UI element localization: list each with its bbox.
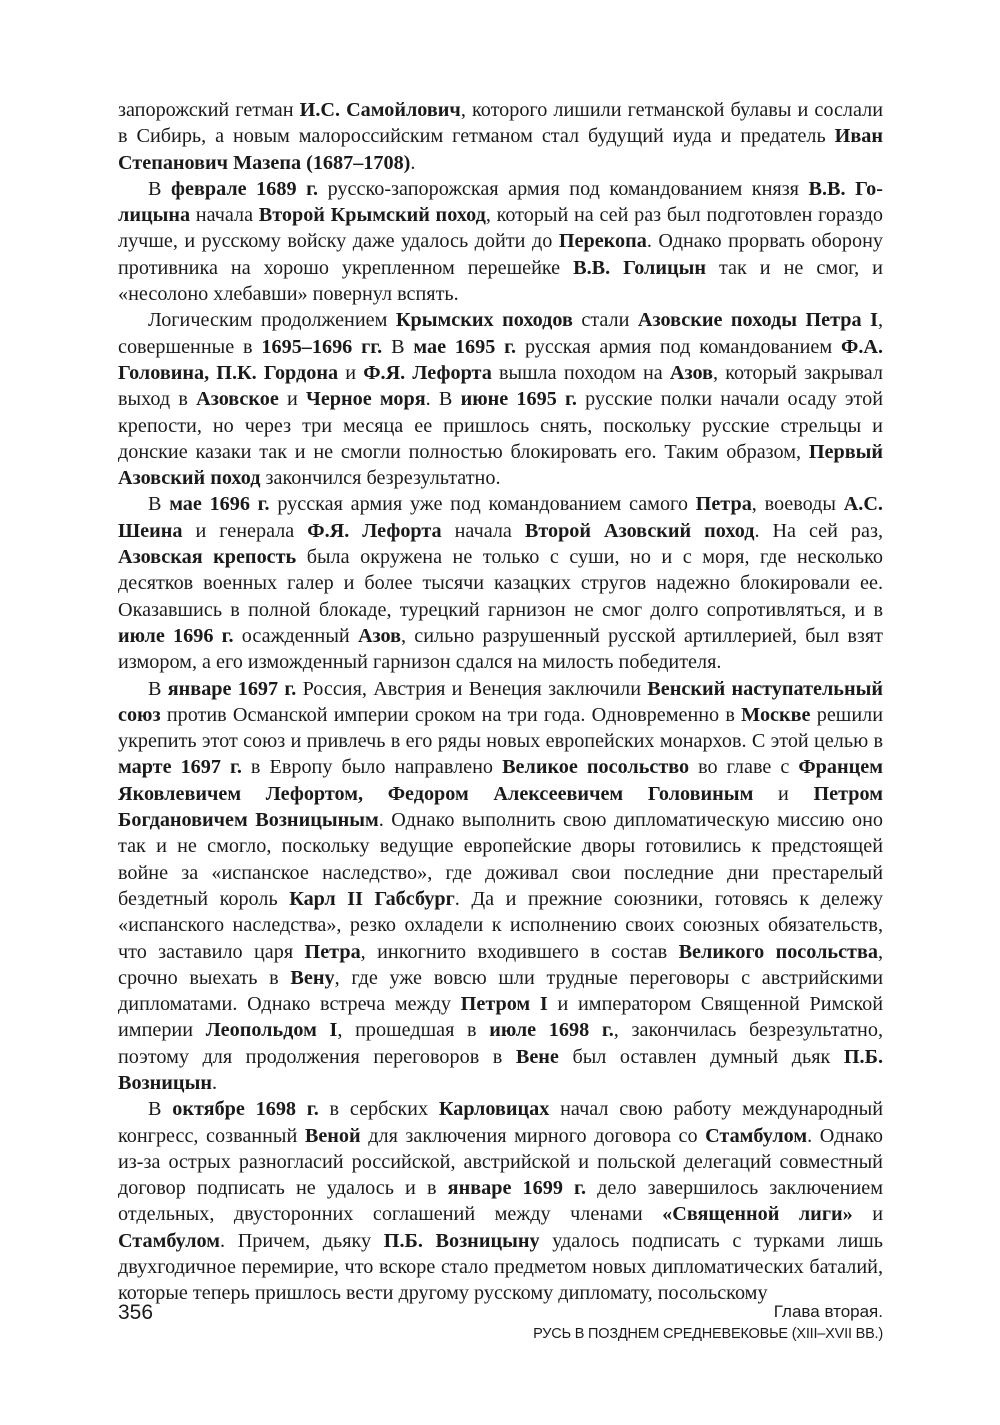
text-run: . Однако выполнить свою дипломатическую миссию оно так и не смогло, поскольку ведущие европейские дворы готовились к предстоящей войне за «испанское наследство», где доживал свои последние дни престарелый бездетный король xyxy=(118,809,883,910)
text-run: , который на сей раз был подготовлен гораздо лучше, и русскому войску даже удалось дойти до xyxy=(118,204,884,253)
text-run: и императором Священной Римской империи xyxy=(118,993,883,1042)
bold-term: Петром I xyxy=(460,993,548,1016)
text-run: , где уже вовсю шли трудные переговоры с австрийскими дипломатами. Однако встреча между xyxy=(118,966,883,1016)
bold-term: Ф.Я. Лефорта xyxy=(307,519,442,542)
bold-term: Петром Богдановичем Возницыным xyxy=(118,782,883,832)
text-run: В xyxy=(148,177,172,200)
bold-term: январе 1699 г. xyxy=(447,1177,586,1200)
text-run: . Однако прорвать оборону противника на хорошо укрепленном перешейке xyxy=(118,230,883,279)
bold-term: Азовские походы Петра I xyxy=(637,309,878,332)
bold-term: Азов xyxy=(669,361,713,384)
bold-term: Азовская крепость xyxy=(118,546,297,569)
text-run: запорожский гетман xyxy=(118,99,300,121)
chapter-title: Глава вторая. xyxy=(773,1302,883,1321)
bold-term: Черное моря xyxy=(306,388,426,411)
bold-term: Венский наступательный союз xyxy=(118,677,883,726)
text-run: вышла походом на xyxy=(491,361,670,384)
text-run: . Причем, дьяку xyxy=(220,1229,384,1252)
bold-term: А.С. Шеина xyxy=(118,493,883,542)
paragraph xyxy=(118,676,883,1097)
bold-term: И.С. Самойлович xyxy=(299,99,461,121)
bold-term: П.Б. Возницыну xyxy=(383,1229,540,1252)
text-run: начала xyxy=(190,204,259,227)
bold-term: Петра xyxy=(304,940,361,963)
text-run: против Османской империи сроком на три года. Одновременно в xyxy=(160,703,742,726)
bold-term: П.Б. Возницын xyxy=(118,1045,883,1094)
bold-term: Перекопа xyxy=(558,230,647,253)
text-run: закончился безрезультатно. xyxy=(260,467,501,490)
bold-term: Второй Крымский поход xyxy=(258,204,486,227)
text-run: , срочно выехать в xyxy=(118,940,884,989)
bold-term: Стамбулом xyxy=(705,1124,808,1147)
bold-term: Второй Азовский поход xyxy=(524,519,755,542)
bold-term: Азов xyxy=(357,624,402,647)
text-run: , которого лишили гетманской булавы и сослали в Сибирь, а новым малороссийским гетманом стал будущий иуда и предатель xyxy=(118,99,884,148)
text-run: , инкогнито входившего в состав xyxy=(360,940,679,963)
text-run: В xyxy=(148,677,168,700)
bold-term: марте 1697 г. xyxy=(118,756,242,779)
bold-term: Ф.Я. Лефорта xyxy=(363,361,492,384)
bold-term: Иван Степанович Мазепа (1687–1708) xyxy=(118,125,883,174)
text-run: осажденный xyxy=(233,624,358,647)
bold-term: Петра xyxy=(695,493,752,516)
text-run: в Европу было направлено xyxy=(241,756,503,779)
text-run: был оставлен думный дьяк xyxy=(558,1045,844,1068)
bold-term: «Священной лиги» xyxy=(662,1203,853,1226)
bold-term: Вене xyxy=(515,1045,559,1068)
text-run: В xyxy=(148,1098,173,1121)
text-run: . В xyxy=(425,388,461,411)
bold-term: июле 1696 г. xyxy=(118,624,234,647)
bold-term: Леопольдом I xyxy=(205,1019,338,1042)
bold-term: Вену xyxy=(290,966,335,989)
text-run: стали xyxy=(572,309,638,332)
text-run: и xyxy=(852,1203,884,1226)
text-run: и xyxy=(753,782,814,805)
text-run: , прошедшая в xyxy=(337,1019,490,1042)
text-run: русско-запорожская армия под командованием князя xyxy=(318,177,809,200)
text-run: . Однако из-за острых разногласий российской, австрийской и польской делегаций совместный договор подписать не удалось и в xyxy=(118,1124,883,1200)
text-run: для заключения мирного договора со xyxy=(360,1124,706,1147)
bold-term: 1695–1696 гг. xyxy=(261,335,383,358)
text-run: русские полки начали осаду этой крепости, но через три месяца ее пришлось снять, поскольку русские стрельцы и донские казаки так и не смогли полностью блокировать его. Таким образом, xyxy=(118,388,883,463)
paragraph xyxy=(118,1096,883,1306)
bold-term: Первый Азовский поход xyxy=(118,440,883,490)
text-run: начала xyxy=(441,519,525,542)
bold-term: Стамбулом xyxy=(118,1229,221,1252)
text-run: во главе с xyxy=(689,756,799,779)
text-run: начал свою работу международный конгресс, созванный xyxy=(118,1098,884,1147)
text-run: В xyxy=(148,493,170,516)
text-run: . xyxy=(410,151,416,174)
bold-term: июне 1695 г. xyxy=(460,388,577,411)
bold-term: Ф.А. Головина, П.К. Гордона xyxy=(118,335,883,384)
bold-term: Карловицах xyxy=(438,1098,550,1121)
text-run: решили укрепить этот союз и привлечь в его ряды новых европейских монархов. С этой целью в xyxy=(118,703,884,753)
bold-term: январе 1697 г. xyxy=(167,677,297,700)
bold-term: В.В. Голицын xyxy=(573,256,707,279)
bold-term: мае 1695 г. xyxy=(413,335,517,358)
section-title: РУСЬ В ПОЗДНЕМ СРЕДНЕВЕКОВЬЕ (XIII–XVII ВВ.) xyxy=(533,1326,883,1342)
bold-term: В.В. Голицына xyxy=(118,177,883,227)
text-run: и xyxy=(278,388,307,411)
running-footer xyxy=(533,1301,883,1345)
bold-term: мае 1696 г. xyxy=(169,493,270,516)
bold-term: июле 1698 г. xyxy=(489,1019,614,1042)
text-run: Логическим продолжением xyxy=(148,309,396,332)
text-run: , который закрывал выход в xyxy=(118,361,883,411)
text-run: дело завершилось заключением отдельных, двусторонних соглашений между членами xyxy=(118,1177,883,1226)
paragraph xyxy=(118,176,883,307)
text-run: В xyxy=(382,335,414,358)
bold-term: Великое посольство xyxy=(502,756,690,779)
text-run: . На сей раз, xyxy=(754,519,884,542)
bold-term: октябре 1698 г. xyxy=(172,1098,319,1121)
paragraph xyxy=(118,491,883,675)
text-run: , закончилась безрезультатно, поэтому для продолжения переговоров в xyxy=(118,1019,883,1068)
bold-term: феврале 1689 г. xyxy=(171,177,319,200)
bold-term: Крымских походов xyxy=(395,309,573,332)
text-run: , воеводы xyxy=(751,493,844,516)
text-run: в сербских xyxy=(318,1098,439,1121)
text-run: и xyxy=(338,361,364,384)
text-run: . Да и прежние союзники, готовясь к дележу «испанского наследства», резко охладели к исполнению своих союзных обязательств, что заставило царя xyxy=(118,887,883,963)
text-run: русская армия уже под командованием самого xyxy=(269,493,696,516)
bold-term: Францем Яковлевичем Лефортом, Федором Алексеевичем Головиным xyxy=(118,756,883,805)
text-run: русская армия под командованием xyxy=(516,335,841,358)
page-number: 356 xyxy=(118,1301,154,1324)
paragraph xyxy=(118,97,883,176)
bold-term: Карл II Габсбург xyxy=(289,887,455,910)
text-run: удалось подписать с турками лишь двухгодичное перемирие, что вскоре стало предметом новых дипломатических баталий, которые теперь пришлось вести другому русскому дипломату, посольскому xyxy=(118,1229,884,1305)
text-run: , совершенные в xyxy=(118,309,883,358)
bold-term: Азовское xyxy=(196,388,279,411)
text-run: , сильно разрушенный русской артиллерией, был взят измором, а его изможденный гарнизон сдался на милость победителя. xyxy=(118,624,884,674)
text-run: Россия, Австрия и Венеция заключили xyxy=(296,677,648,700)
text-run: . xyxy=(211,1071,218,1094)
text-run: и генерала xyxy=(182,519,308,542)
paragraph xyxy=(118,307,883,491)
body-text xyxy=(118,97,883,1307)
text-run: так и не смог, и «несолоно хлебавши» повернул вспять. xyxy=(118,256,883,306)
text-run: была окружена не только с суши, но и с моря, где несколько десятков военных галер и более тысячи казацких стругов надежно блокировали ее. Оказавшись в полной блокаде, турецкий гарнизон не смог долго сопротивляться, и в xyxy=(118,546,883,621)
bold-term: Веной xyxy=(304,1124,361,1147)
bold-term: Москве xyxy=(741,703,811,726)
bold-term: Великого посольства xyxy=(678,940,878,963)
